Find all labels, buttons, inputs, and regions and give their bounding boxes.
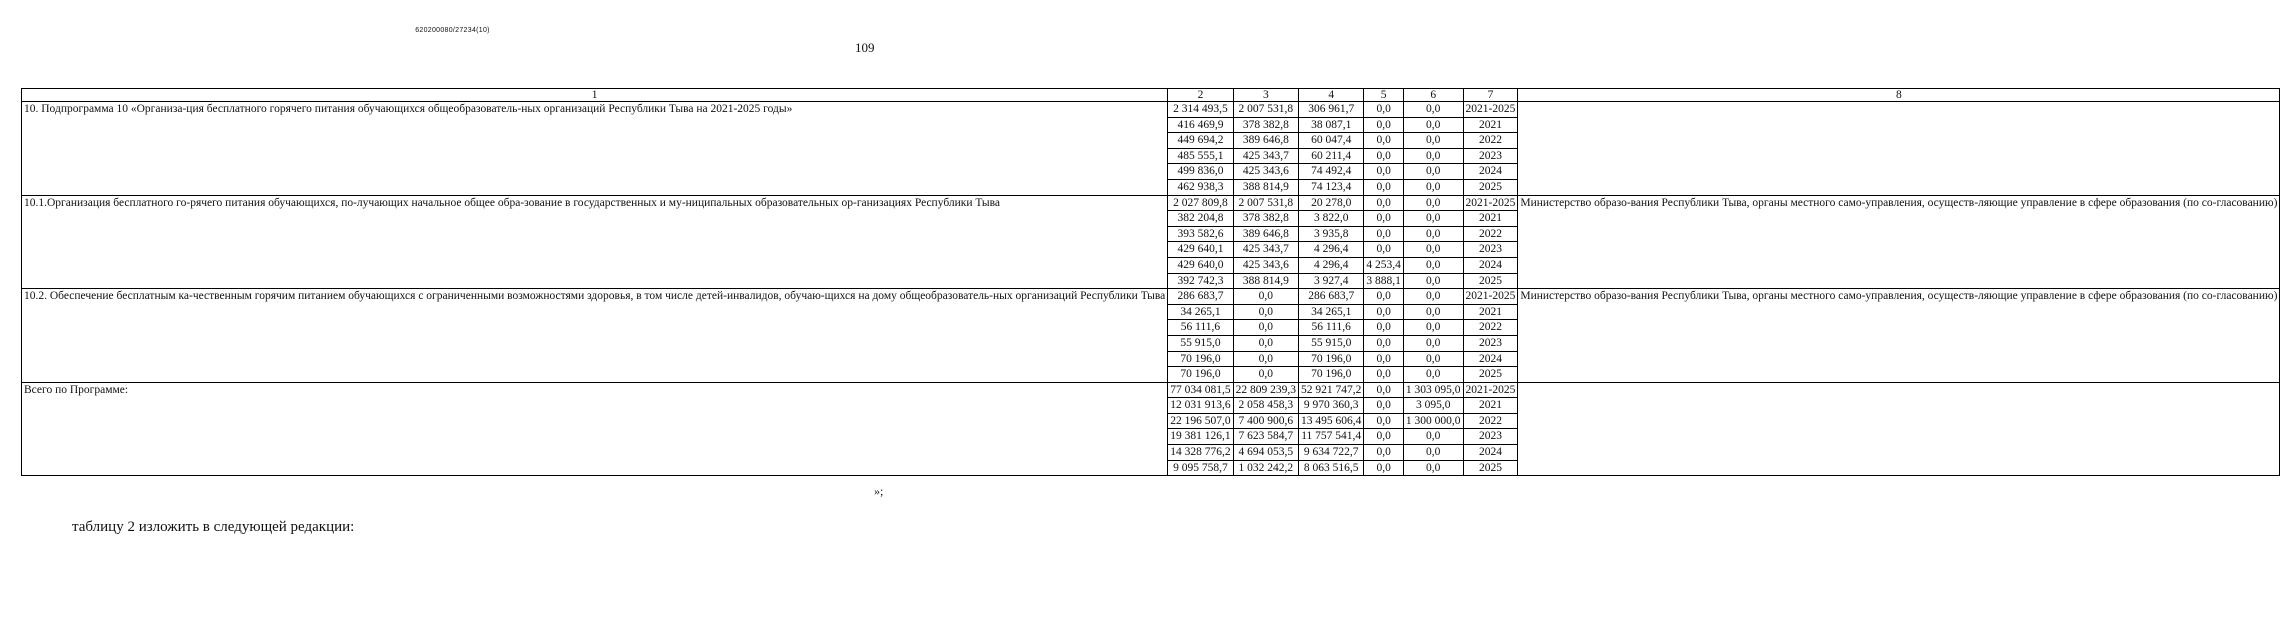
amount-cell: 3 888,1 [1364,273,1404,289]
amount-cell: 0,0 [1364,148,1404,164]
amount-cell: 0,0 [1403,445,1463,461]
amount-cell: 55 915,0 [1168,335,1233,351]
amount-cell: 0,0 [1233,320,1298,336]
amount-cell: 0,0 [1403,460,1463,476]
amount-cell: 56 111,6 [1299,320,1364,336]
amount-cell: 0,0 [1364,445,1404,461]
amount-cell: 1 300 000,0 [1403,413,1463,429]
amount-cell: 0,0 [1364,102,1404,118]
amount-cell: 0,0 [1364,304,1404,320]
amount-cell: 0,0 [1403,195,1463,211]
amount-cell: 0,0 [1233,351,1298,367]
amount-cell: 425 343,6 [1233,164,1298,180]
amount-cell: 485 555,1 [1168,148,1233,164]
column-header-5: 5 [1364,89,1404,102]
amount-cell: 55 915,0 [1299,335,1364,351]
amount-cell: 499 836,0 [1168,164,1233,180]
budget-table [21,88,2280,476]
amount-cell: 56 111,6 [1168,320,1233,336]
executor-cell: Министерство образо-вания Республики Тыва, органы местного само-управления, осуществ-ляющие управление в сфере образования (по со-гласованию) [1518,195,2280,289]
amount-cell: 0,0 [1364,179,1404,195]
instruction-text: таблицу 2 изложить в следующей редакции: [72,519,355,535]
amount-cell: 7 400 900,6 [1233,413,1298,429]
amount-cell: 60 211,4 [1299,148,1364,164]
amount-cell: 34 265,1 [1299,304,1364,320]
period-cell: 2022 [1463,226,1518,242]
executor-cell: Министерство образо-вания Республики Тыва, органы местного само-управления, осуществ-ляющие управление в сфере образования (по со-гласованию) [1518,289,2280,383]
period-cell: 2024 [1463,257,1518,273]
period-cell: 2024 [1463,445,1518,461]
closing-quote: »; [874,484,884,498]
amount-cell: 22 196 507,0 [1168,413,1233,429]
period-cell: 2024 [1463,351,1518,367]
amount-cell: 3 935,8 [1299,226,1364,242]
amount-cell: 392 742,3 [1168,273,1233,289]
amount-cell: 0,0 [1403,257,1463,273]
amount-cell: 449 694,2 [1168,133,1233,149]
amount-cell: 0,0 [1364,117,1404,133]
amount-cell: 286 683,7 [1299,289,1364,305]
amount-cell: 416 469,9 [1168,117,1233,133]
amount-cell: 0,0 [1403,351,1463,367]
amount-cell: 0,0 [1364,413,1404,429]
amount-cell: 0,0 [1403,273,1463,289]
period-cell: 2022 [1463,413,1518,429]
amount-cell: 0,0 [1403,102,1463,118]
amount-cell: 429 640,0 [1168,257,1233,273]
amount-cell: 4 694 053,5 [1233,445,1298,461]
amount-cell: 2 314 493,5 [1168,102,1233,118]
amount-cell: 22 809 239,3 [1233,382,1298,398]
amount-cell: 382 204,8 [1168,211,1233,227]
amount-cell: 0,0 [1403,164,1463,180]
table-row [22,382,2280,398]
amount-cell: 4 253,4 [1364,257,1404,273]
amount-cell: 0,0 [1233,304,1298,320]
amount-cell: 0,0 [1403,429,1463,445]
amount-cell: 0,0 [1364,460,1404,476]
amount-cell: 2 058 458,3 [1233,398,1298,414]
amount-cell: 0,0 [1403,242,1463,258]
amount-cell: 0,0 [1364,133,1404,149]
amount-cell: 0,0 [1403,289,1463,305]
amount-cell: 2 007 531,8 [1233,102,1298,118]
amount-cell: 0,0 [1403,367,1463,383]
amount-cell: 0,0 [1403,226,1463,242]
amount-cell: 389 646,8 [1233,226,1298,242]
amount-cell: 425 343,7 [1233,148,1298,164]
amount-cell: 0,0 [1364,429,1404,445]
amount-cell: 429 640,1 [1168,242,1233,258]
amount-cell: 0,0 [1364,351,1404,367]
period-cell: 2021-2025 [1463,382,1518,398]
amount-cell: 0,0 [1233,335,1298,351]
amount-cell: 0,0 [1364,211,1404,227]
amount-cell: 38 087,1 [1299,117,1364,133]
amount-cell: 0,0 [1364,164,1404,180]
amount-cell: 12 031 913,6 [1168,398,1233,414]
amount-cell: 3 095,0 [1403,398,1463,414]
period-cell: 2023 [1463,429,1518,445]
period-cell: 2023 [1463,335,1518,351]
amount-cell: 393 582,6 [1168,226,1233,242]
period-cell: 2022 [1463,320,1518,336]
column-header-8: 8 [1518,89,2280,102]
period-cell: 2025 [1463,273,1518,289]
amount-cell: 388 814,9 [1233,273,1298,289]
period-cell: 2022 [1463,133,1518,149]
amount-cell: 0,0 [1364,320,1404,336]
document-code: 620200080/27234(10) [415,27,490,34]
amount-cell: 0,0 [1364,289,1404,305]
amount-cell: 19 381 126,1 [1168,429,1233,445]
amount-cell: 0,0 [1364,367,1404,383]
amount-cell: 34 265,1 [1168,304,1233,320]
table-row [22,102,2280,118]
amount-cell: 1 032 242,2 [1233,460,1298,476]
column-header-2: 2 [1168,89,1233,102]
amount-cell: 0,0 [1364,382,1404,398]
amount-cell: 4 296,4 [1299,257,1364,273]
amount-cell: 1 303 095,0 [1403,382,1463,398]
table-row [22,289,2280,305]
amount-cell: 9 970 360,3 [1299,398,1364,414]
amount-cell: 0,0 [1403,320,1463,336]
amount-cell: 9 634 722,7 [1299,445,1364,461]
amount-cell: 0,0 [1403,148,1463,164]
row-description: 10. Подпрограмма 10 «Организа-ция бесплатного горячего питания обучающихся общеобразователь-ных организаций Республики Тыва на 2021-2025 годы» [22,102,1168,196]
amount-cell: 0,0 [1403,133,1463,149]
amount-cell: 70 196,0 [1299,367,1364,383]
amount-cell: 378 382,8 [1233,211,1298,227]
column-header-7: 7 [1463,89,1518,102]
amount-cell: 70 196,0 [1168,367,1233,383]
period-cell: 2021-2025 [1463,102,1518,118]
row-description: 10.2. Обеспечение бесплатным ка-чественным горячим питанием обучающихся с ограниченными возможностями здоровья, в том числе детей-инвалидов, обучаю-щихся на дому общеобразователь-ных организаций Республики Тыва [22,289,1168,383]
amount-cell: 2 007 531,8 [1233,195,1298,211]
amount-cell: 60 047,4 [1299,133,1364,149]
amount-cell: 70 196,0 [1299,351,1364,367]
amount-cell: 425 343,7 [1233,242,1298,258]
period-cell: 2021 [1463,398,1518,414]
table-body [22,89,2280,476]
period-cell: 2025 [1463,367,1518,383]
amount-cell: 70 196,0 [1168,351,1233,367]
table-row [22,195,2280,211]
period-cell: 2021 [1463,304,1518,320]
period-cell: 2021 [1463,117,1518,133]
amount-cell: 286 683,7 [1168,289,1233,305]
amount-cell: 389 646,8 [1233,133,1298,149]
amount-cell: 2 027 809,8 [1168,195,1233,211]
period-cell: 2021-2025 [1463,289,1518,305]
amount-cell: 0,0 [1364,335,1404,351]
amount-cell: 74 492,4 [1299,164,1364,180]
amount-cell: 11 757 541,4 [1299,429,1364,445]
amount-cell: 7 623 584,7 [1233,429,1298,445]
column-header-3: 3 [1233,89,1298,102]
amount-cell: 13 495 606,4 [1299,413,1364,429]
amount-cell: 3 927,4 [1299,273,1364,289]
amount-cell: 0,0 [1403,117,1463,133]
amount-cell: 3 822,0 [1299,211,1364,227]
amount-cell: 0,0 [1364,226,1404,242]
amount-cell: 0,0 [1364,195,1404,211]
amount-cell: 74 123,4 [1299,179,1364,195]
amount-cell: 0,0 [1233,367,1298,383]
amount-cell: 306 961,7 [1299,102,1364,118]
amount-cell: 14 328 776,2 [1168,445,1233,461]
executor-cell [1518,102,2280,196]
period-cell: 2024 [1463,164,1518,180]
amount-cell: 52 921 747,2 [1299,382,1364,398]
page-number: 109 [855,40,875,55]
header-row [22,89,2280,102]
amount-cell: 20 278,0 [1299,195,1364,211]
period-cell: 2021-2025 [1463,195,1518,211]
amount-cell: 425 343,6 [1233,257,1298,273]
amount-cell: 0,0 [1403,211,1463,227]
amount-cell: 462 938,3 [1168,179,1233,195]
amount-cell: 0,0 [1403,304,1463,320]
amount-cell: 8 063 516,5 [1299,460,1364,476]
amount-cell: 388 814,9 [1233,179,1298,195]
period-cell: 2025 [1463,179,1518,195]
period-cell: 2025 [1463,460,1518,476]
amount-cell: 0,0 [1364,398,1404,414]
amount-cell: 0,0 [1233,289,1298,305]
period-cell: 2023 [1463,148,1518,164]
amount-cell: 0,0 [1403,335,1463,351]
executor-cell [1518,382,2280,476]
column-header-4: 4 [1299,89,1364,102]
row-description: 10.1.Организация бесплатного го-рячего питания обучающихся, по-лучающих начальное общее обра-зование в государственных и му-ниципальных образовательных ор-ганизациях Республики Тыва [22,195,1168,289]
amount-cell: 77 034 081,5 [1168,382,1233,398]
column-header-1: 1 [22,89,1168,102]
period-cell: 2021 [1463,211,1518,227]
column-header-6: 6 [1403,89,1463,102]
amount-cell: 9 095 758,7 [1168,460,1233,476]
period-cell: 2023 [1463,242,1518,258]
amount-cell: 378 382,8 [1233,117,1298,133]
amount-cell: 0,0 [1364,242,1404,258]
amount-cell: 0,0 [1403,179,1463,195]
row-description: Всего по Программе: [22,382,1168,476]
amount-cell: 4 296,4 [1299,242,1364,258]
